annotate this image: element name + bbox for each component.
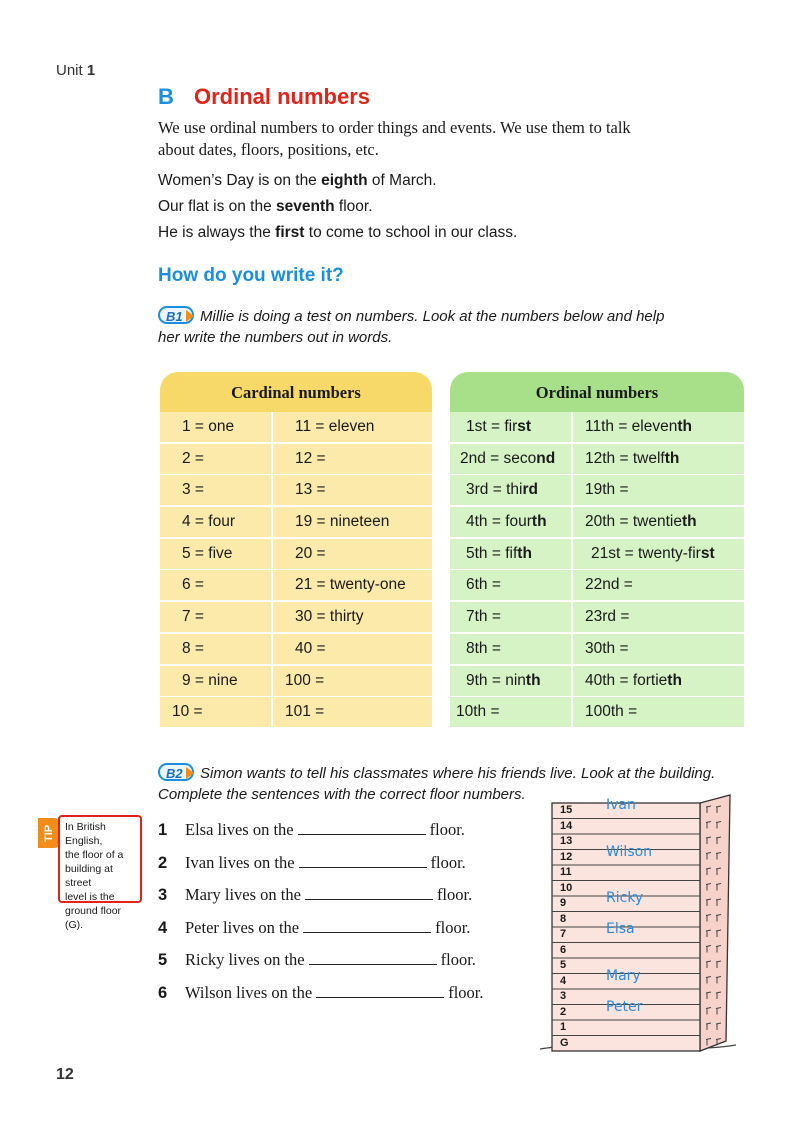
cardinal-row — [160, 412, 432, 442]
ordinal-cell-text: 30th = — [585, 639, 629, 657]
tip-box — [58, 815, 142, 931]
example-2-pre: Our flat is on the — [158, 198, 277, 215]
ordinal-suffix: st — [700, 544, 715, 562]
b2-instruction — [158, 763, 715, 784]
ordinal-suffix: th — [517, 544, 532, 562]
resident-name: Mary — [606, 967, 641, 984]
sentence-number: 1 — [158, 821, 168, 839]
cardinal-cell: 11 = eleven — [273, 412, 432, 442]
cardinal-cell: 4 = four — [160, 507, 271, 537]
ordinal-cell — [573, 539, 744, 569]
ordinal-cell — [573, 412, 744, 442]
answer-blank[interactable] — [299, 853, 427, 868]
sentence-number: 6 — [158, 984, 168, 1002]
sentence-end: floor. — [430, 852, 466, 872]
cardinal-row — [160, 634, 432, 664]
sentence-item — [158, 918, 470, 938]
ordinal-cell-text: 7th = — [466, 608, 501, 626]
ordinal-suffix: th — [681, 513, 697, 531]
example-1 — [158, 170, 437, 192]
tip-line-2: the floor of a — [65, 849, 124, 861]
ordinal-row — [450, 666, 744, 696]
cardinal-cell: 13 = — [273, 475, 432, 505]
ordinal-suffix: th — [531, 513, 547, 531]
building-illustration — [538, 793, 738, 1063]
ordinal-cell-text: 11th = eleven — [585, 418, 678, 435]
ordinal-row — [450, 444, 744, 474]
ordinal-cell — [573, 666, 744, 696]
intro-line-1: We use ordinal numbers to order things and events. We use them to talk — [158, 118, 631, 137]
cardinal-cell: 20 = — [273, 539, 432, 569]
sentence-text: Ivan lives on the — [185, 852, 295, 872]
intro-line-2: about dates, floors, positions, etc. — [158, 140, 379, 159]
b2-badge-label: B2 — [166, 766, 183, 781]
ordinal-cell-text: 1st = fir — [466, 418, 518, 435]
ordinal-cell — [573, 634, 744, 664]
ordinal-cell — [450, 570, 571, 600]
ordinal-cell-text: 2nd = seco — [460, 449, 537, 467]
cardinal-cell: 8 = — [160, 634, 271, 664]
floor-number: 9 — [560, 897, 567, 909]
cardinal-cell: 21 = twenty-one — [273, 570, 432, 600]
how-heading: How do you write it? — [158, 265, 344, 286]
building-svg — [538, 793, 738, 1063]
sentence-text: Peter lives on the — [185, 917, 300, 937]
sentence-number: 3 — [158, 886, 168, 905]
ordinal-cell-text: 22nd = — [585, 576, 633, 594]
cardinal-row — [160, 697, 432, 727]
example-3 — [158, 222, 517, 244]
sentence-number: 4 — [158, 918, 168, 937]
cardinal-table — [160, 372, 432, 729]
ordinal-cell-text: 100th = — [585, 703, 638, 721]
answer-blank[interactable] — [305, 885, 433, 900]
ordinal-cell — [450, 412, 571, 442]
unit-label-text: Unit — [56, 62, 83, 79]
cardinal-cell: 2 = — [160, 444, 271, 474]
b2-badge — [158, 763, 194, 781]
answer-blank[interactable] — [309, 950, 437, 965]
cardinal-cell: 100 = — [273, 666, 432, 696]
ordinal-suffix: rd — [522, 481, 538, 499]
tip-line-4: level is the — [65, 891, 115, 903]
ordinal-row — [450, 412, 744, 442]
ordinal-cell-text: 8th = — [466, 639, 501, 657]
tip-tag: TIP — [38, 818, 60, 848]
ordinal-cell-text: 6th = — [466, 576, 501, 594]
sentence-text: Ricky lives on the — [185, 950, 305, 970]
sentence-end: floor. — [440, 950, 476, 970]
floor-number: 13 — [560, 835, 573, 847]
ordinal-suffix: th — [677, 418, 692, 435]
resident-name: Elsa — [606, 921, 635, 937]
cardinal-row — [160, 602, 432, 632]
sentence-text: Wilson lives on the — [185, 983, 313, 1002]
floor-number: 7 — [560, 928, 567, 940]
ordinal-cell — [450, 697, 571, 727]
cardinal-cell: 1 = one — [160, 412, 271, 442]
ordinal-cell-text: 10th = — [456, 703, 500, 721]
cardinal-row — [160, 507, 432, 537]
b1-line-1: Millie is doing a test on numbers. Look at the numbers below and help — [200, 308, 665, 325]
building-side — [700, 795, 730, 1051]
ordinal-heading: Ordinal numbers — [450, 372, 744, 412]
ordinal-cell-text: 21st = twenty-fir — [591, 544, 701, 562]
cardinal-cell: 12 = — [273, 444, 432, 474]
sentence-end: floor. — [435, 917, 471, 937]
ordinal-cell — [573, 507, 744, 537]
cardinal-cell: 101 = — [273, 697, 432, 727]
floor-number: 14 — [560, 819, 573, 832]
floor-number: 15 — [560, 804, 573, 816]
answer-blank[interactable] — [316, 983, 444, 998]
cardinal-cell: 10 = — [160, 697, 271, 727]
floor-number: 5 — [560, 959, 567, 971]
ordinal-cell-text: 40th = fortie — [585, 671, 668, 689]
sentence-text: Mary lives on the — [185, 885, 301, 905]
ordinal-cell-text: 20th = twentie — [585, 513, 682, 531]
floor-number: G — [560, 1036, 569, 1049]
ordinal-cell-text: 12th = twelf — [585, 449, 665, 467]
ordinal-cell — [450, 507, 571, 537]
ordinal-cell — [573, 697, 744, 727]
b2-line-1: Simon wants to tell his classmates where his friends live. Look at the building. — [200, 765, 716, 782]
example-2-post: floor. — [334, 198, 373, 215]
ordinal-row — [450, 475, 744, 505]
ordinal-cell — [450, 602, 571, 632]
sentence-item — [158, 950, 476, 970]
cardinal-cell: 7 = — [160, 602, 271, 632]
cardinal-heading: Cardinal numbers — [160, 372, 432, 412]
sentence-end: floor. — [448, 983, 484, 1002]
floor-number: 12 — [560, 850, 573, 863]
answer-blank[interactable] — [298, 820, 426, 835]
sentence-end: floor. — [429, 820, 465, 839]
b1-line-2: her write the numbers out in words. — [158, 329, 393, 346]
ordinal-row — [450, 507, 744, 537]
play-arrow-icon — [186, 767, 194, 779]
resident-name: Ricky — [606, 890, 644, 906]
ordinal-row — [450, 634, 744, 664]
ordinal-row — [450, 602, 744, 632]
ordinal-cell — [450, 666, 571, 696]
b1-instruction — [158, 306, 664, 327]
sentence-text: Elsa lives on the — [185, 820, 294, 839]
ordinal-cell-text: 23rd = — [585, 608, 630, 626]
ordinal-suffix: th — [667, 671, 682, 689]
sentence-item — [158, 820, 465, 840]
cardinal-cell: 5 = five — [160, 539, 271, 569]
ordinal-cell-text: 3rd = thi — [466, 481, 523, 499]
example-3-pre: He is always the — [158, 224, 276, 241]
cardinal-row — [160, 666, 432, 696]
answer-blank[interactable] — [303, 918, 431, 933]
sentence-number: 2 — [158, 853, 168, 872]
sentence-number: 5 — [158, 951, 168, 970]
example-1-bold: eighth — [321, 172, 368, 189]
floor-number: 1 — [560, 1021, 567, 1033]
cardinal-cell: 19 = nineteen — [273, 507, 432, 537]
ordinal-suffix: th — [525, 671, 541, 689]
ordinal-row — [450, 697, 744, 727]
ordinal-row — [450, 539, 744, 569]
sentence-item — [158, 885, 472, 905]
cardinal-cell: 3 = — [160, 475, 271, 505]
unit-number: 1 — [86, 62, 96, 79]
ordinal-cell-text: 9th = nin — [466, 671, 526, 689]
cardinal-cell: 9 = nine — [160, 666, 271, 696]
cardinal-cell: 40 = — [273, 634, 432, 664]
example-2-bold: seventh — [276, 198, 335, 215]
tip-line-1: In British English, — [65, 821, 106, 847]
floor-number: 4 — [560, 974, 567, 987]
floor-number: 3 — [560, 990, 567, 1002]
tip-line-5: ground floor (G). — [65, 905, 122, 931]
unit-label — [56, 62, 95, 79]
floor-number: 11 — [560, 866, 572, 878]
play-arrow-icon — [186, 310, 194, 322]
ordinal-cell — [450, 539, 571, 569]
ordinal-suffix: st — [517, 418, 532, 435]
ordinal-row — [450, 570, 744, 600]
cardinal-cell: 6 = — [160, 570, 271, 600]
sentence-item — [158, 983, 484, 1003]
ordinal-rows — [450, 412, 744, 727]
ordinal-cell — [450, 634, 571, 664]
example-1-pre: Women’s Day is on the — [158, 172, 322, 189]
ordinal-cell-text: 5th = fif — [466, 544, 518, 562]
b1-badge-label: B1 — [166, 309, 183, 324]
example-2 — [158, 196, 373, 218]
ordinal-cell — [573, 444, 744, 474]
ordinal-cell — [573, 602, 744, 632]
cardinal-row — [160, 539, 432, 569]
b1-badge — [158, 306, 194, 324]
section-letter: B — [158, 84, 174, 109]
cardinal-rows — [160, 412, 432, 727]
resident-name: Ivan — [606, 797, 636, 813]
ordinal-cell — [573, 570, 744, 600]
ordinal-cell-text: 4th = four — [466, 513, 532, 531]
floor-number: 10 — [560, 881, 573, 894]
cardinal-row — [160, 475, 432, 505]
floor-number: 2 — [560, 1005, 567, 1018]
cardinal-row — [160, 444, 432, 474]
page-number: 12 — [56, 1066, 74, 1083]
cardinal-row — [160, 570, 432, 600]
section-title: Ordinal numbers — [194, 84, 371, 109]
sentence-end: floor. — [436, 885, 473, 905]
cardinal-cell: 30 = thirty — [273, 602, 432, 632]
sentence-item — [158, 853, 466, 873]
floor-number: 8 — [560, 912, 567, 925]
b2-line-2: Complete the sentences with the correct floor numbers. — [158, 786, 526, 803]
ordinal-suffix: nd — [536, 449, 556, 467]
ordinal-table — [450, 372, 744, 729]
ordinal-cell — [450, 475, 571, 505]
ordinal-cell — [450, 444, 571, 474]
resident-name: Peter — [606, 998, 643, 1015]
tip-line-3: building at street — [65, 863, 113, 889]
ordinal-suffix: th — [664, 449, 680, 467]
floor-number: 6 — [560, 943, 567, 956]
resident-name: Wilson — [606, 843, 653, 860]
ordinal-cell — [573, 475, 744, 505]
example-3-post: to come to school in our class. — [304, 224, 518, 241]
example-3-bold: first — [275, 224, 305, 241]
example-1-post: of March. — [367, 172, 437, 189]
ordinal-cell-text: 19th = — [585, 481, 629, 499]
